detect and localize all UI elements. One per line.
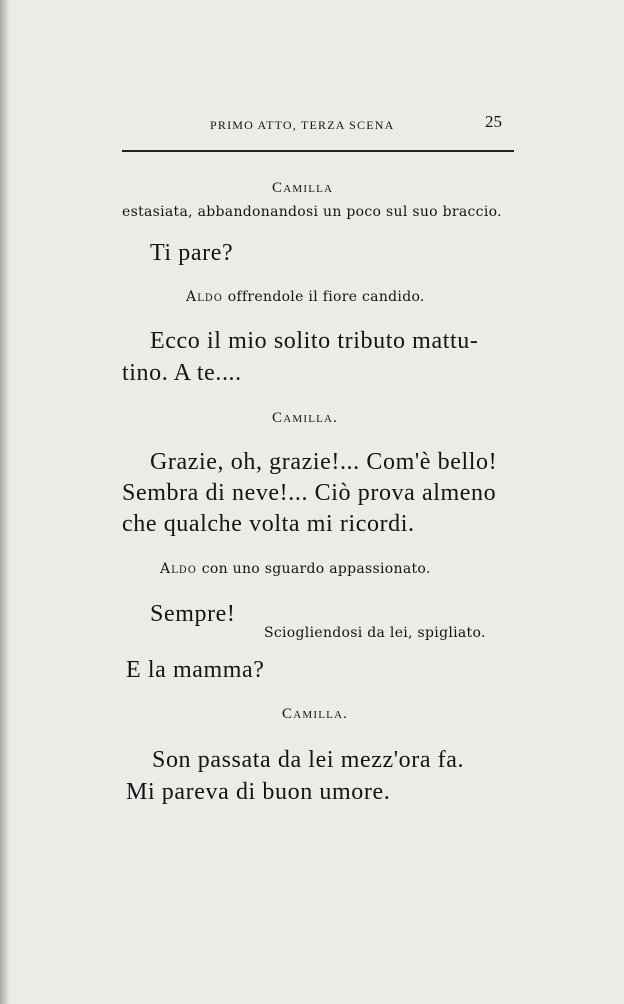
dialogue-4: Sempre! [150, 601, 236, 627]
dialogue-6-line-1: Son passata da lei mezz'ora fa. [152, 747, 465, 773]
speaker-aldo-2: Aldo [160, 561, 197, 577]
stage-direction-4 [160, 561, 431, 577]
stage-direction-1: estasiata, abbandonandosi un poco sul suo braccio. [122, 204, 502, 220]
speaker-camilla-3: Camilla. [282, 706, 349, 722]
stage-direction-5: Sciogliendosi da lei, spigliato. [264, 625, 486, 641]
dialogue-3-line-2: Sembra di neve!... Ciò prova almeno [122, 480, 497, 506]
stage-direction-2-text: offrendole il fiore candido. [227, 289, 425, 305]
dialogue-6-line-2: Mi pareva di buon umore. [126, 779, 391, 805]
dialogue-5: E la mamma? [126, 657, 265, 683]
dialogue-2-line-1: Ecco il mio solito tributo mattu- [150, 328, 479, 354]
dialogue-2-line-2: tino. A te.... [122, 360, 242, 386]
header-rule [122, 150, 514, 152]
dialogue-3-line-3: che qualche volta mi ricordi. [122, 511, 415, 537]
page-edge-shadow [0, 0, 10, 1004]
running-head: PRIMO ATTO, TERZA SCENA [210, 118, 395, 132]
stage-direction-4-text: con uno sguardo appassionato. [201, 561, 431, 577]
dialogue-1: Ti pare? [150, 240, 234, 266]
page-number: 25 [485, 112, 502, 131]
speaker-camilla-1: Camilla [272, 180, 334, 196]
page-header [122, 112, 504, 136]
speaker-aldo-1: Aldo [186, 289, 223, 305]
dialogue-3-line-1: Grazie, oh, grazie!... Com'è bello! [150, 449, 498, 475]
speaker-camilla-2: Camilla. [272, 410, 339, 426]
stage-direction-2 [186, 289, 425, 305]
